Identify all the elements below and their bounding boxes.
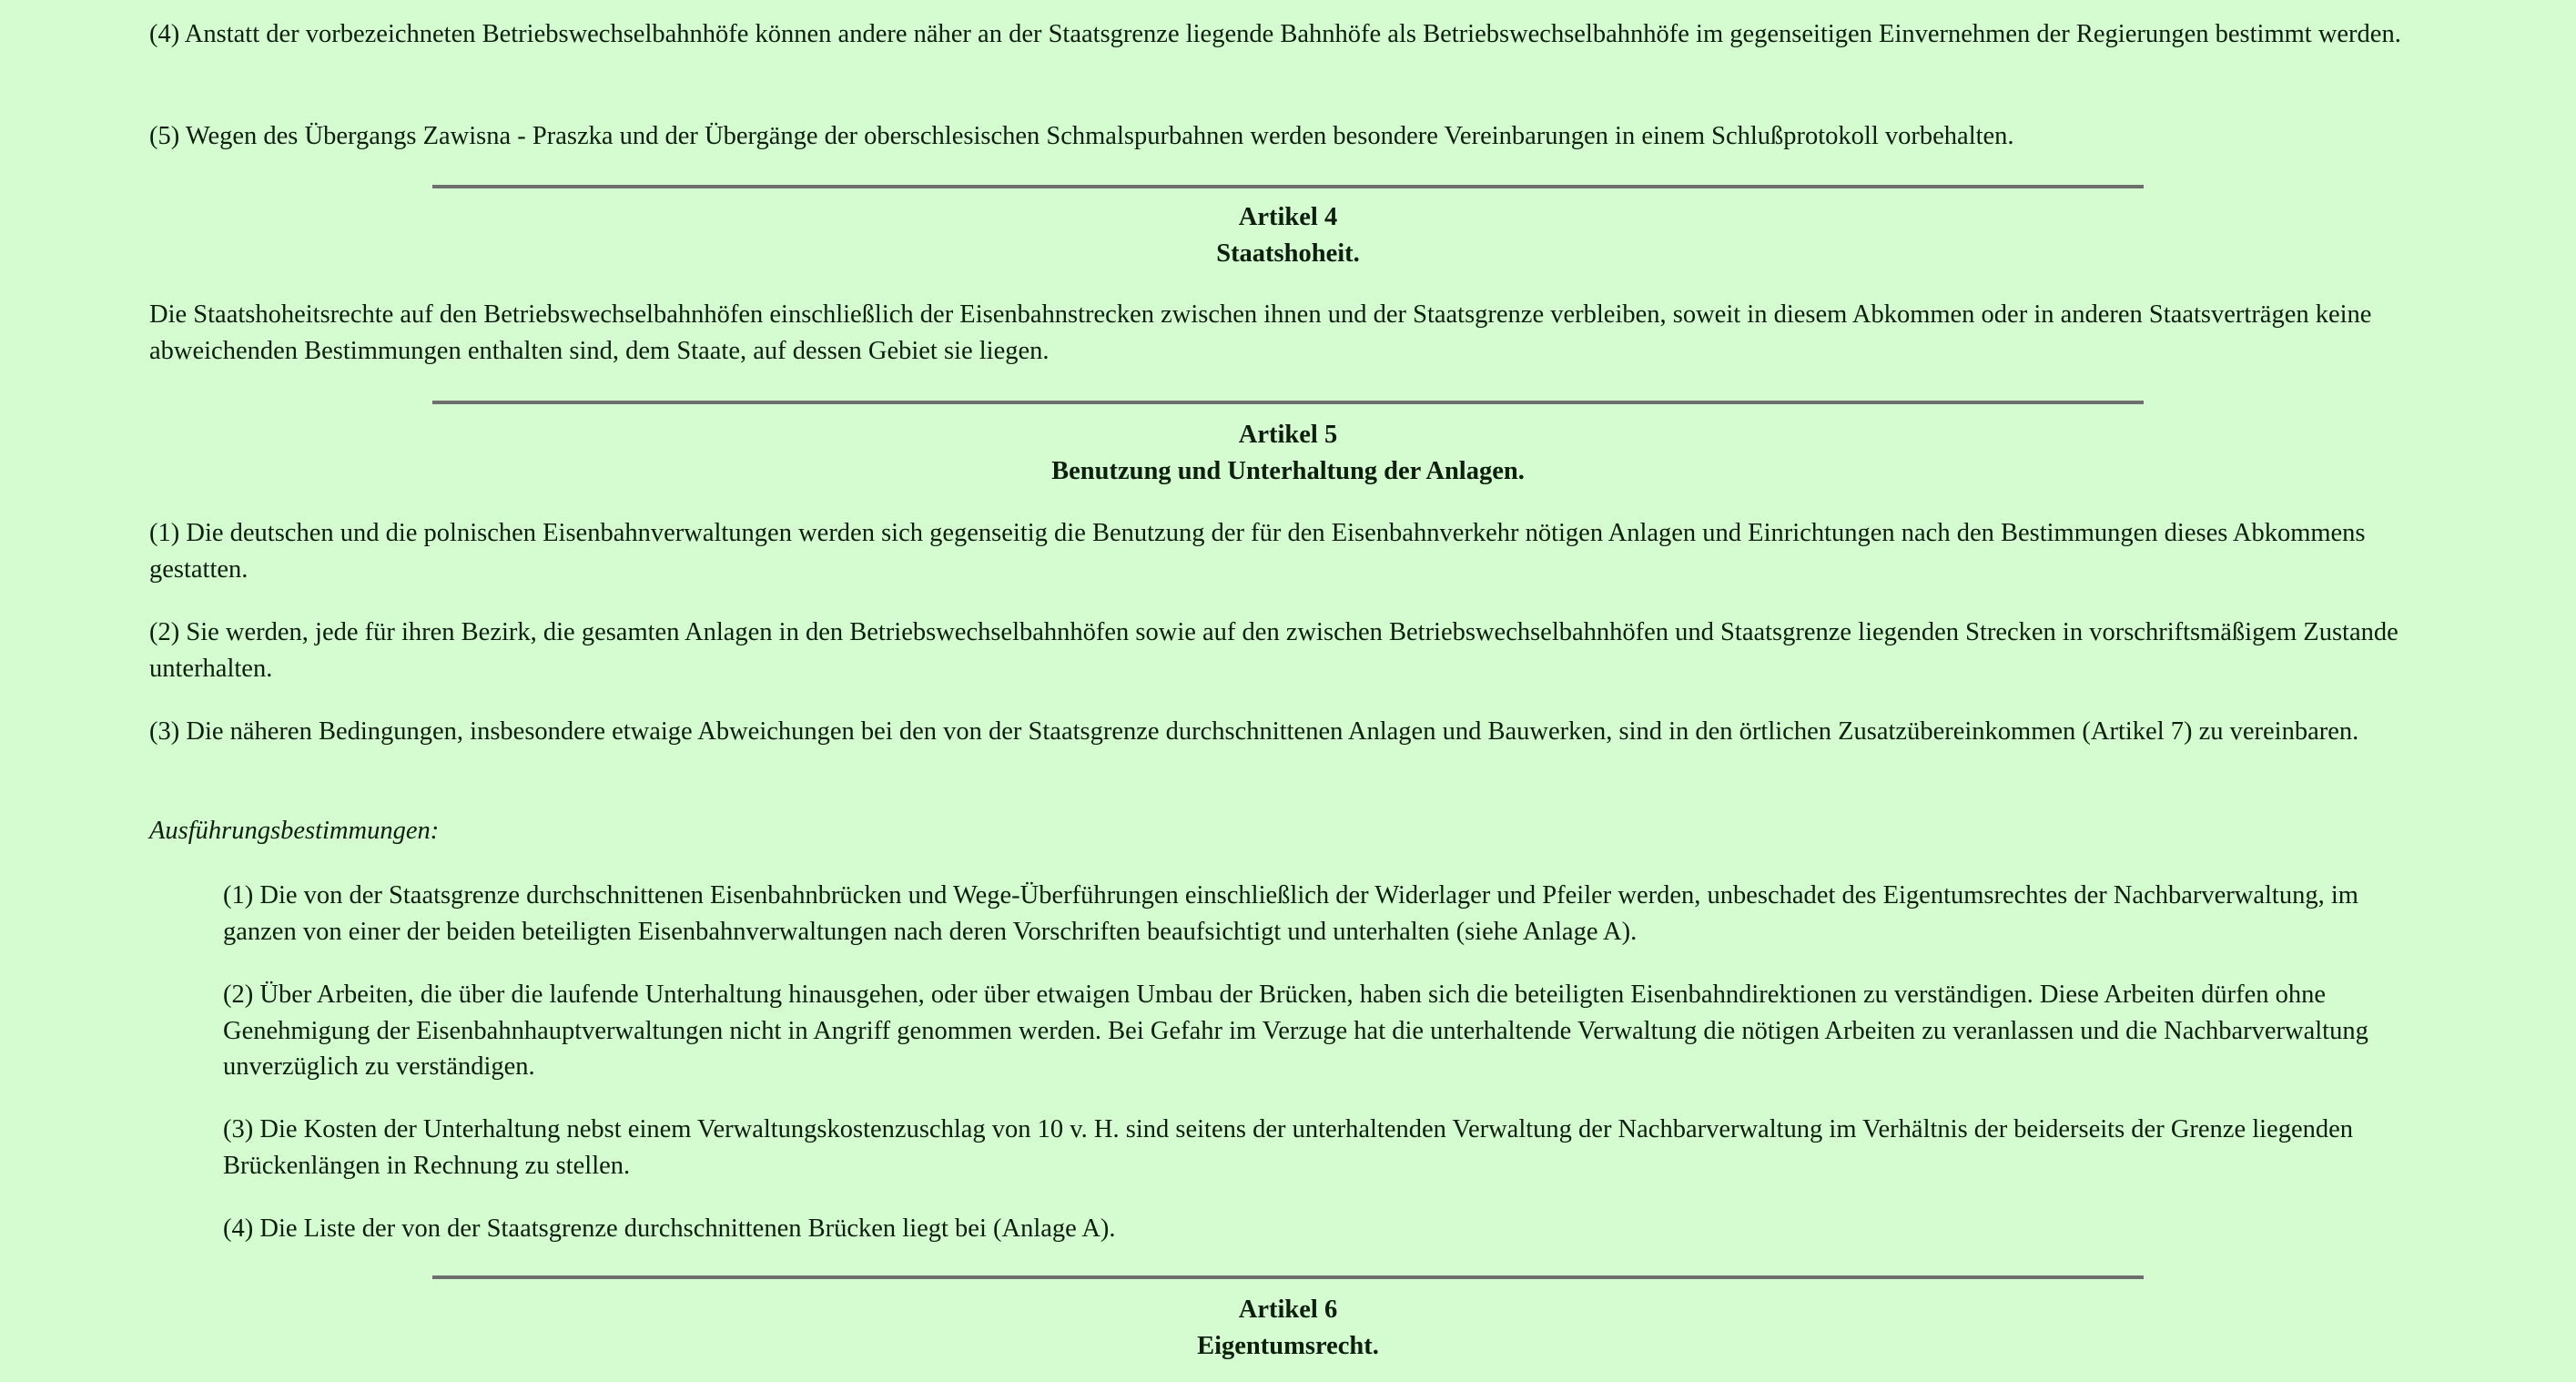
- article-5-paragraph-1: (1) Die deutschen und die polnischen Eisenbahnverwaltungen werden sich gegenseitig die Benutzung der für den Eisenbahnverkehr nötigen Anlagen und Einrichtungen nach den Bestimmungen dieses Abkommens gestatten.: [149, 519, 2366, 584]
- article-4-heading: [0, 199, 2576, 271]
- article-4-paragraph: Die Staatshoheitsrechte auf den Betriebswechselbahnhöfen einschließlich der Eisenbahnstrecken zwischen ihnen und der Staatsgrenze verbleiben, soweit in diesem Abkommen oder in anderen Staatsverträgen keine abweichenden Bestimmungen enthalten sind, dem Staate, auf dessen Gebiet sie liegen.: [149, 300, 2372, 365]
- paragraph-top-4: (4) Anstatt der vorbezeichneten Betriebswechselbahnhöfe können andere näher an der Staatsgrenze liegende Bahnhöfe als Betriebswechselbahnhöfe im gegenseitigen Einvernehmen der Regierungen bestimmt werden.: [149, 20, 2401, 48]
- article-6-heading: [0, 1292, 2576, 1364]
- horizontal-rule: [432, 1275, 2144, 1279]
- article-5-paragraph-3: (3) Die näheren Bedingungen, insbesondere etwaige Abweichungen bei den von der Staatsgrenze durchschnittenen Anlagen und Bauwerken, sind in den örtlichen Zusatzübereinkommen (Artikel 7) zu vereinbaren.: [149, 717, 2359, 746]
- paragraph-top-5: (5) Wegen des Übergangs Zawisna - Praszka und der Übergänge der oberschlesischen Schmalspurbahnen werden besondere Vereinbarungen in einem Schlußprotokoll vorbehalten.: [149, 122, 2014, 150]
- implementing-paragraph-3: (3) Die Kosten der Unterhaltung nebst einem Verwaltungskostenzuschlag von 10 v. H. sind seitens der unterhaltenden Verwaltung der Nachbarverwaltung im Verhältnis der beiderseits der Grenze liegenden Brückenlängen in Rechnung zu stellen.: [223, 1115, 2354, 1180]
- implementing-paragraph-4: (4) Die Liste der von der Staatsgrenze durchschnittenen Brücken liegt bei (Anlage A).: [223, 1214, 1116, 1243]
- article-6-number: Artikel 6: [1238, 1296, 1338, 1324]
- horizontal-rule: [432, 185, 2144, 188]
- implementing-paragraph-2: (2) Über Arbeiten, die über die laufende Unterhaltung hinausgehen, oder über etwaigen Umbau der Brücken, haben sich die beteiligten Eisenbahndirektionen zu verständigen. Diese Arbeiten dürfen ohne Genehmigung der Eisenbahnhauptverwaltungen nicht in Angriff genommen werden. Bei Gefahr im Verzuge hat die unterhaltende Verwaltung die nötigen Arbeiten zu veranlassen und die Nachbarverwaltung unverzüglich zu verständigen.: [223, 981, 2368, 1081]
- article-6-title: Eigentumsrecht.: [1197, 1331, 1379, 1360]
- article-5-title: Benutzung und Unterhaltung der Anlagen.: [1051, 456, 1525, 485]
- implementing-paragraph-1: (1) Die von der Staatsgrenze durchschnittenen Eisenbahnbrücken und Wege-Überführungen einschließlich der Widerlager und Pfeiler werden, unbeschadet des Eigentumsrechtes der Nachbarverwaltung, im ganzen von einer der beiden beteiligten Eisenbahnverwaltungen nach deren Vorschriften beaufsichtigt und unterhalten (siehe Anlage A).: [223, 881, 2358, 946]
- horizontal-rule: [432, 401, 2144, 404]
- article-5-paragraph-2: (2) Sie werden, jede für ihren Bezirk, die gesamten Anlagen in den Betriebswechselbahnhöfen sowie auf den zwischen Betriebswechselbahnhöfen und Staatsgrenze liegenden Strecken in vorschriftsmäßigem Zustande unterhalten.: [149, 618, 2399, 683]
- article-4-number: Artikel 4: [1238, 203, 1338, 231]
- article-5-number: Artikel 5: [1238, 421, 1338, 449]
- article-4-title: Staatshoheit.: [1216, 239, 1360, 268]
- implementing-provisions-label: Ausführungsbestimmungen:: [149, 817, 440, 845]
- article-5-heading: [0, 417, 2576, 489]
